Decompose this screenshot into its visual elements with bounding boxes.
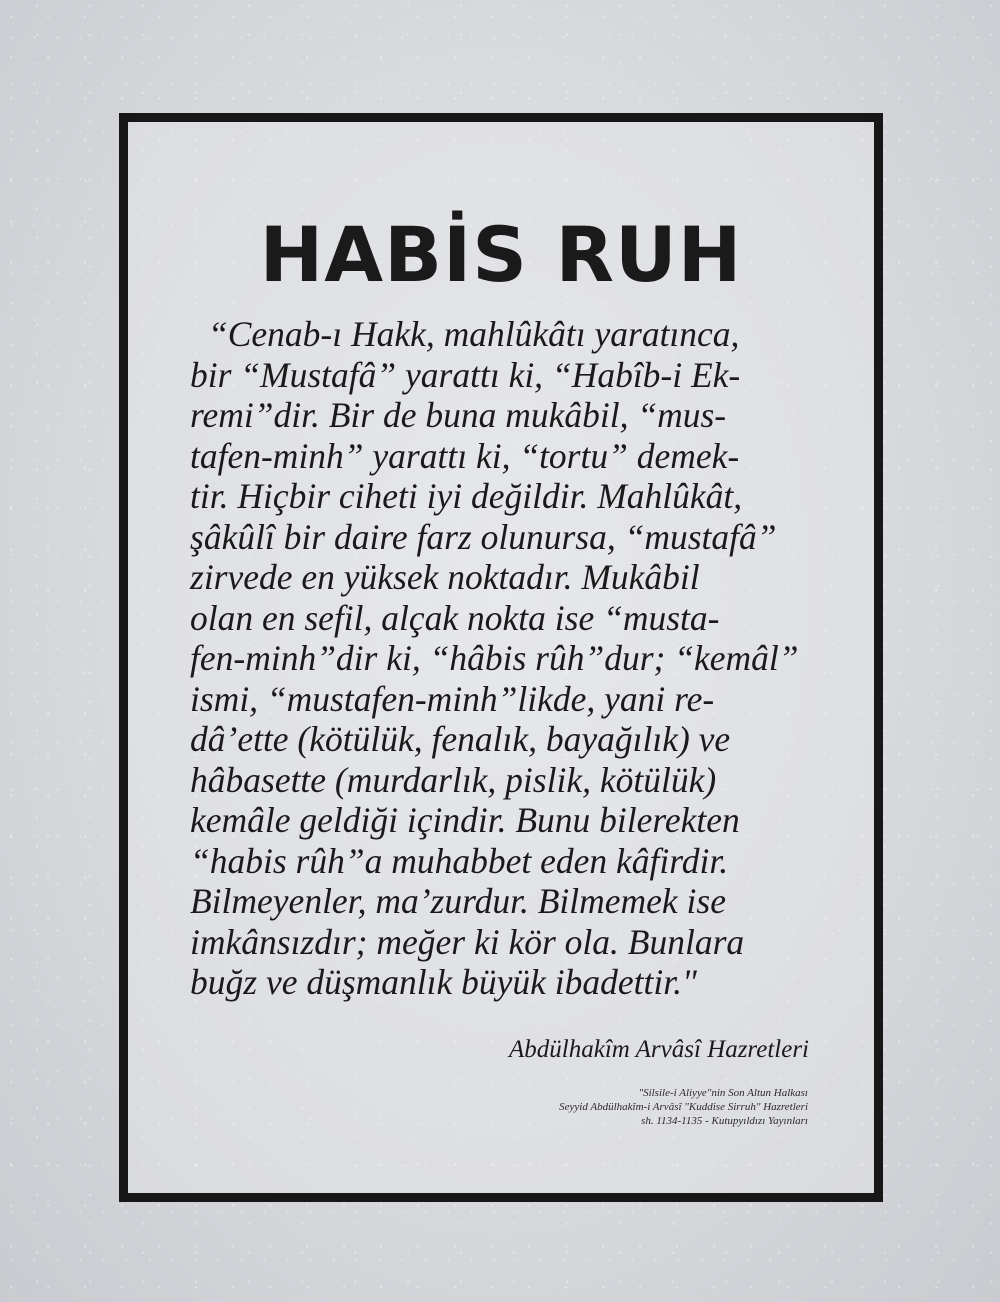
quote-line: tir. Hiçbir ciheti iyi değildir. Mahlûkât, (190, 476, 743, 516)
quote-line: fen-minh”dir ki, “hâbis rûh”dur; “kemâl” (190, 638, 799, 678)
poster-frame (119, 113, 883, 1202)
quote-text (190, 314, 830, 1003)
quote-line: zirvede en yüksek noktadır. Mukâbil (190, 557, 700, 597)
source-line: Seyyid Abdülhakîm-i Arvâsî "Kuddise Sirruh" Hazretleri (559, 1101, 808, 1113)
quote-line: şâkûlî bir daire farz olunursa, “mustafâ” (190, 516, 777, 557)
quote-line: tafen-minh” yarattı ki, “tortu” demek- (190, 435, 740, 476)
quote-line: “Cenab-ı Hakk, mahlûkâtı yaratınca, (208, 314, 740, 354)
source-line: "Silsile-i Aliyye"nin Son Altun Halkası (638, 1087, 808, 1099)
quote-line: olan en sefil, alçak nokta ise “musta- (190, 597, 720, 638)
quote-line: hâbasette (murdarlık, pislik, kötülük) (190, 759, 717, 800)
quote-line: bir “Mustafâ” yarattı ki, “Habîb-i Ek- (190, 354, 741, 395)
quote-line: buğz ve düşmanlık büyük ibadettir." (190, 962, 697, 1002)
quote-line: ismi, “mustafen-minh”likde, yani re- (190, 678, 715, 719)
quote-author: Abdülhakîm Arvâsî Hazretleri (509, 1036, 809, 1063)
quote-line: kemâle geldiği içindir. Bunu bilerekten (190, 800, 740, 840)
quote-line: Bilmeyenler, ma’zurdur. Bilmemek ise (190, 881, 726, 921)
quote-line: remi”dir. Bir de buna mukâbil, “mus- (190, 395, 727, 435)
source-line: sh. 1134-1135 - Kutupyıldızı Yayınları (641, 1115, 808, 1127)
quote-line: imkânsızdır; meğer ki kör ola. Bunlara (190, 921, 745, 962)
poster-title: HABİS RUH (259, 210, 743, 299)
quote-line: “habis rûh”a muhabbet eden kâfirdir. (190, 840, 729, 881)
quote-line: dâ’ette (kötülük, fenalık, bayağılık) ve (190, 719, 731, 759)
source-citation (559, 1086, 808, 1128)
